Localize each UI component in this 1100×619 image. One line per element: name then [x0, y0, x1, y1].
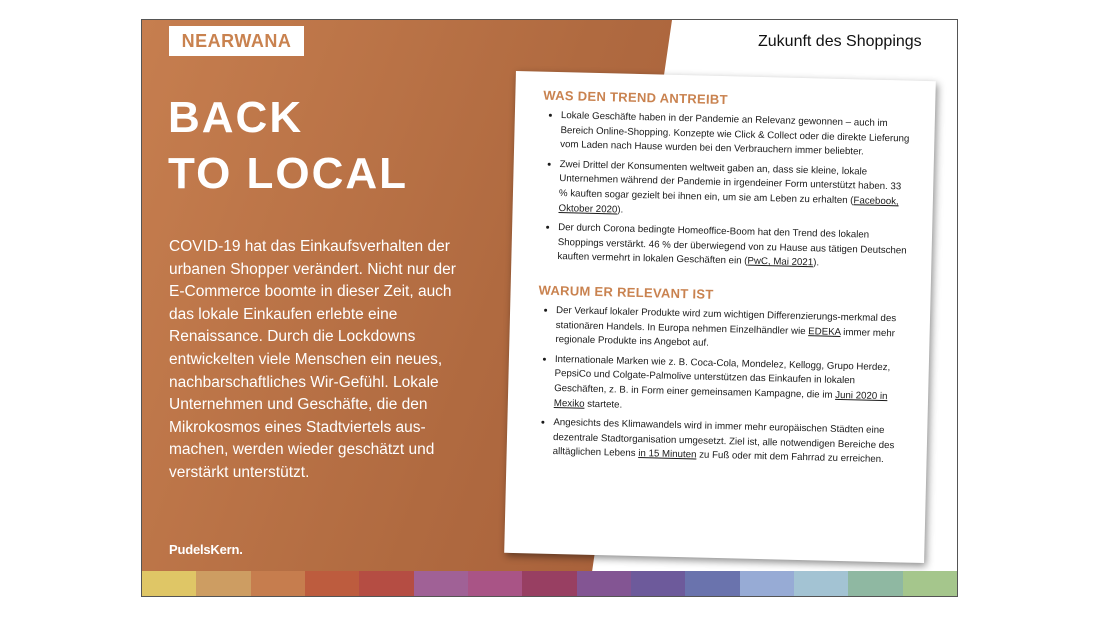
headline-line-1: BACK — [168, 93, 304, 142]
color-swatch — [794, 571, 848, 596]
list-item — [554, 353, 905, 420]
color-swatch — [468, 571, 522, 596]
section-heading-drivers: WAS DEN TREND ANTREIBT — [543, 87, 729, 108]
color-swatch — [740, 571, 794, 596]
bullet-text-end: ). — [813, 257, 820, 269]
bullet-text: Lokale Geschäfte haben in der Pandemie an Relevanz gewonnen – auch im Bereich Online-Shopping. Konzepte wie Click & Collect oder die direkte Lieferung vom Laden nach Hause wurden bei den Verbrauchern immer beliebter. — [560, 110, 910, 158]
bullet-text-end: zu Fuß oder mit dem Fahrrad zu erreichen. — [696, 449, 884, 466]
bullet-text: Angesichts des Klimawandels wird in immer mehr europäischen Städten eine dezentrale Stadtorganisation umgesetzt. Ziel ist, alle notwendigen Bereiche des alltäglichen Lebens — [552, 417, 895, 460]
list-item — [558, 158, 909, 225]
color-swatch — [577, 571, 631, 596]
bullet-text: Der Verkauf lokaler Produkte wird zum wichtigen Differenzierungs-merkmal des stationären Handels. In Europa nehmen Einzelhändler wie — [555, 304, 897, 337]
bullet-text-end: immer mehr regionale Produkte ins Angebot auf. — [555, 326, 896, 349]
list-item — [557, 221, 908, 273]
color-swatch — [251, 571, 305, 596]
info-card — [504, 71, 936, 563]
list-item — [555, 304, 906, 356]
intro-paragraph: COVID-19 hat das Einkaufsverhalten der urbanen Shopper verändert. Nicht nur der E-Commerce boomte in dieser Zeit, auch das lokale Einkaufen erlebte eine Renaissance. Durch die Lockdowns entwickelten viele Menschen ein neues, nachbarschaftliches Wir-Gefühl. Lokale Unternehmen und Geschäfte, die den Mikrokosmos eines Stadtviertels aus-machen, werden wieder geschätzt und verstärkt unterstützt. — [169, 238, 456, 481]
source-link-facebook[interactable]: Facebook, Oktober 2020 — [558, 195, 899, 216]
bullet-text-end: ). — [617, 204, 624, 216]
source-link-15-minuten[interactable]: in 15 Minuten — [638, 448, 697, 461]
color-swatch — [631, 571, 685, 596]
color-swatch — [522, 571, 576, 596]
bullet-text: Der durch Corona bedingte Homeoffice-Boom hat den Trend des lokalen Shoppings verstärkt. 46 % der überwiegend von zu Hause aus tätigen Deutschen kauften vermehrt in lokalen Geschäften ein ( — [557, 222, 907, 267]
color-swatch — [848, 571, 902, 596]
headline — [168, 90, 408, 202]
list-item — [552, 416, 903, 468]
drivers-list — [539, 109, 911, 274]
pudelskern-logo: PudelsKern. — [169, 542, 243, 557]
color-strip — [142, 571, 957, 596]
source-link-edeka[interactable]: EDEKA — [808, 325, 841, 338]
color-swatch — [142, 571, 196, 596]
slide — [141, 19, 958, 597]
bullet-text: Internationale Marken wie z. B. Coca-Cola, Mondelez, Kellogg, Grupo Herdez, PepsiCo und Colgate-Palmolive unterstützen das Einkaufen in lokalen Geschäften, z. B. in Form einer gemeinsamen Kampagne, die im — [554, 353, 891, 401]
color-swatch — [359, 571, 413, 596]
headline-line-2: TO LOCAL — [168, 149, 409, 198]
color-swatch — [196, 571, 250, 596]
color-swatch — [903, 571, 957, 596]
color-swatch — [414, 571, 468, 596]
section-heading-relevance: WARUM ER RELEVANT IST — [538, 282, 714, 302]
slide-topic: Zukunft des Shoppings — [758, 33, 922, 50]
brand-tag: NEARWANA — [169, 26, 304, 56]
bullet-text: Zwei Drittel der Konsumenten weltweit gaben an, dass sie kleine, lokale Unternehmen während der Pandemie in irgendeiner Form unterstützt haben. 33 % kauften sogar gezielt bei ihnen ein, um sie am Leben zu erhalten ( — [558, 158, 902, 207]
color-swatch — [305, 571, 359, 596]
list-item — [560, 109, 911, 161]
color-swatch — [685, 571, 739, 596]
source-link-mexiko[interactable]: Juni 2020 in Mexiko — [553, 389, 888, 410]
bullet-text-end: startete. — [584, 398, 623, 411]
source-link-pwc[interactable]: PwC, Mai 2021 — [747, 255, 814, 269]
relevance-list — [534, 303, 906, 468]
